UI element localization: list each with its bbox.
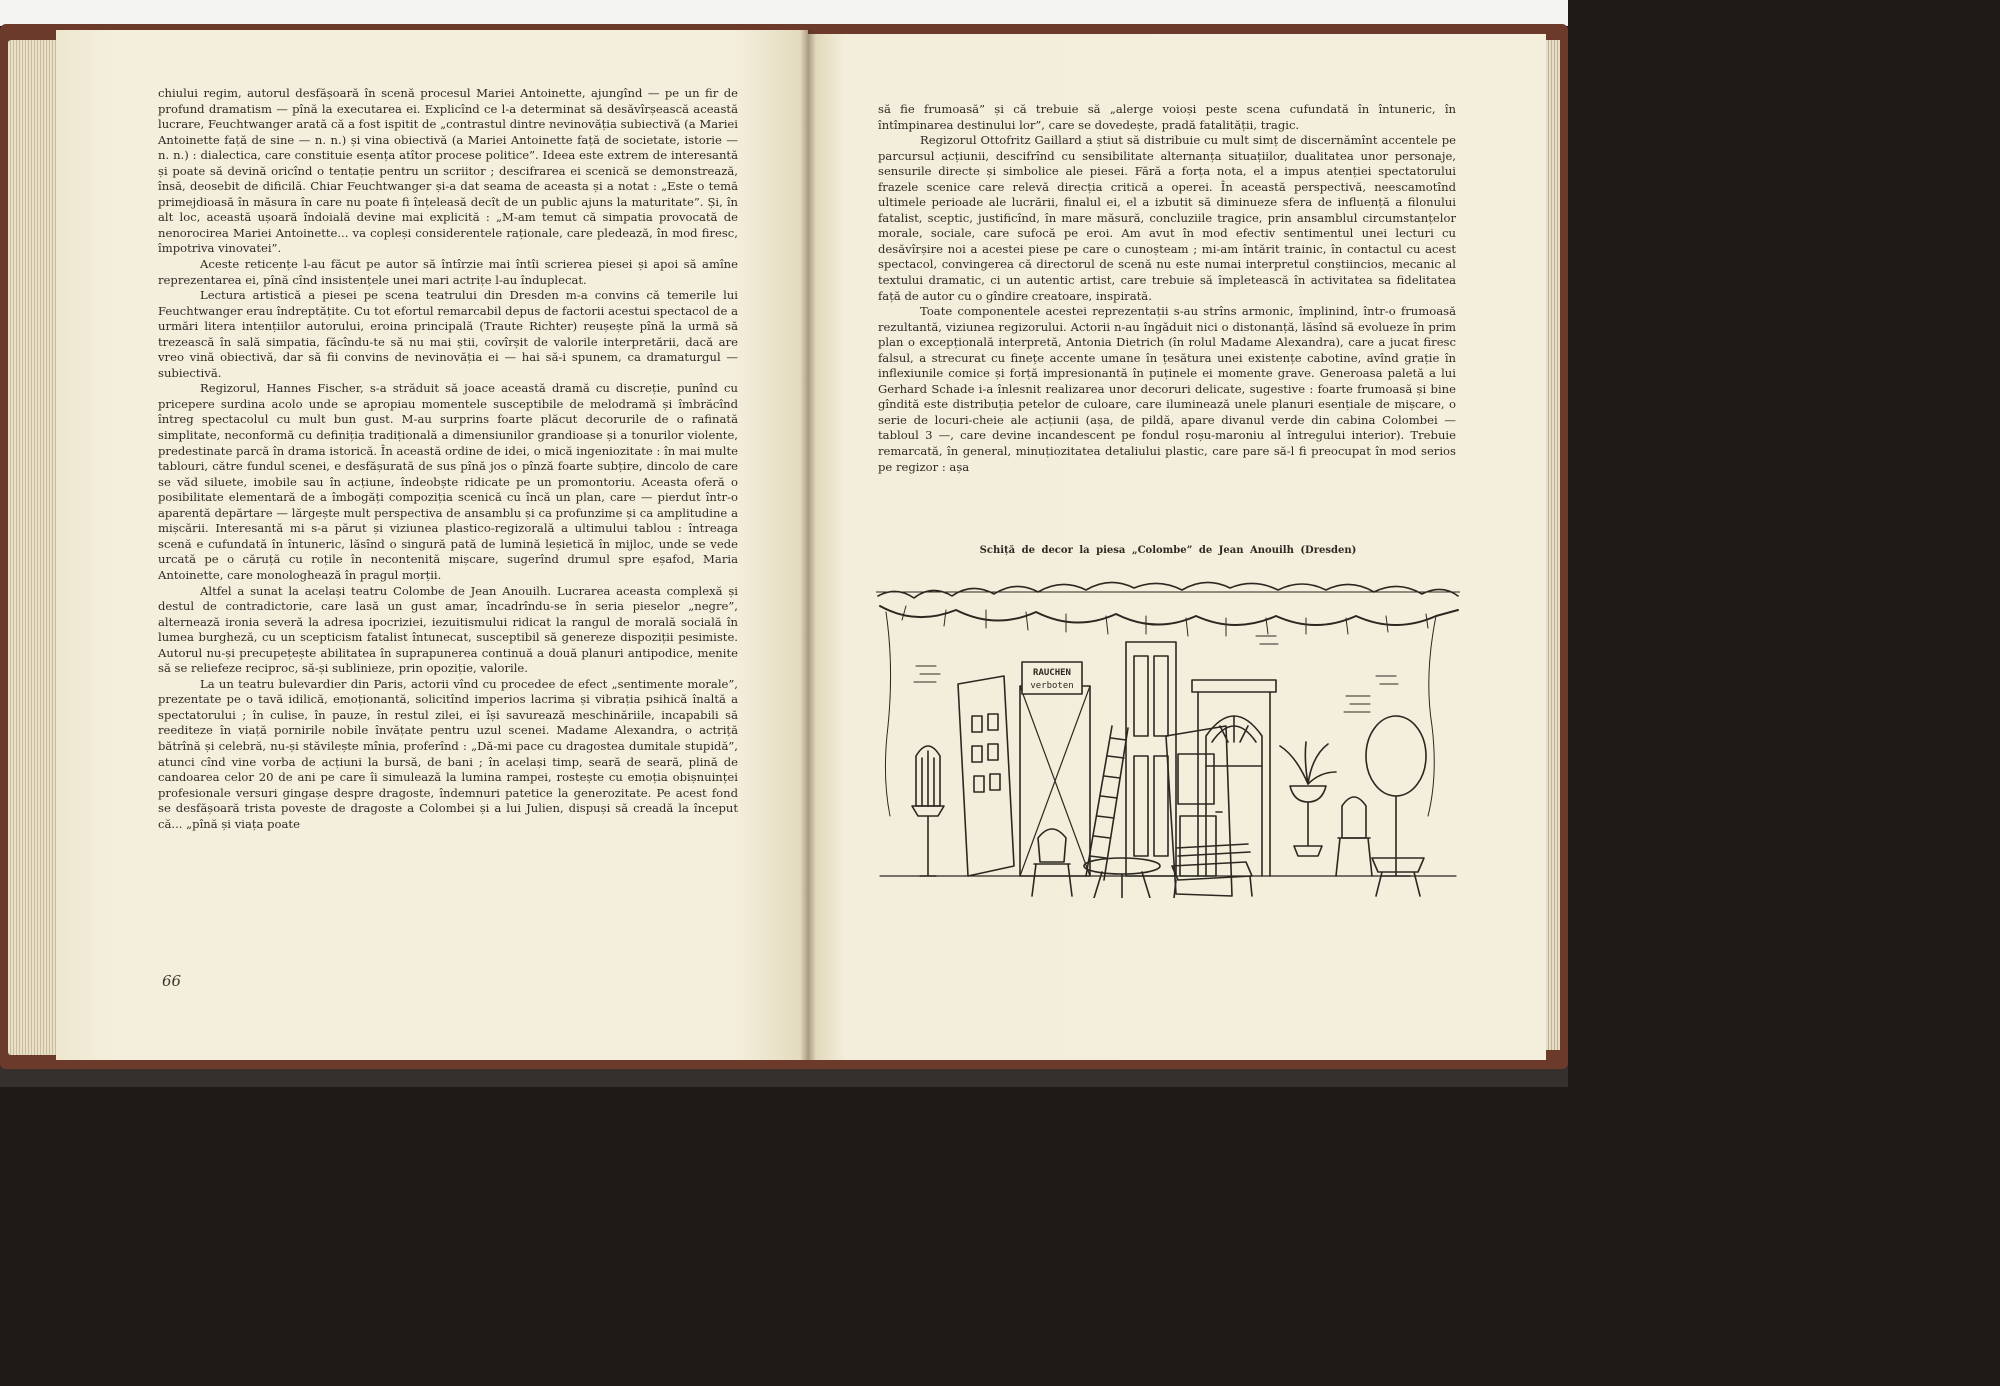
paragraph: chiului regim, autorul desfășoară în scenă procesul Mariei Antoinette, ajungînd — pe un fir de profund dramatism — pînă la executarea ei. Explicînd ce l-a determinat să desăvîrșească această lucrare, Feuchtwanger arată că a fost ispitit de „contrastul dintre nevinovăția subiectivă (a Mariei Antoinette față de sine — n. n.) și vina obiectivă (a Mariei Antoinette față de societate, istorie — n. n.) : dialectica, care constituie esența atîtor procese politice”. Ideea este extrem de interesantă și poate să devină oricînd o tentație pentru un scriitor ; descifrarea ei scenică se demonstrează, însă, deosebit de dificilă. Chiar Feuchtwanger și-a dat seama de aceasta și a notat : „Este o temă primejdioasă în măsura în care nu poate fi înțeleasă decît de un public ajuns la maturitate”. Și, în alt loc, această ușoară îndoială devine mai explicită : „M-am temut că simpatia provocată de nenorocirea Mariei Antoinette... va copleși considerentele raționale, care pledează, în mod firesc, împotriva vinovatei”.	[158, 86, 738, 256]
figure-caption: Schiță de decor la piesa „Colombe” de Jean Anouilh (Dresden)	[979, 545, 1357, 556]
left-page-text	[158, 86, 738, 832]
paragraph: Lectura artistică a piesei pe scena teatrului din Dresden m-a convins că temerile lui Feuchtwanger erau îndreptățite. Cu tot efortul remarcabil depus de factorii acestui spectacol de a urmări litera intențiilor autorului, eroina principală (Traute Richter) reușește pînă la urmă să trezească în sală simpatia, făcîndu-te să nu mai știi, covîrșit de valorile interpretării, dacă are vreo vină obiectivă, dar să fii convins de nevinovăția ei — hai să-i spunem, ca dramaturgul — subiectivă.	[158, 288, 738, 380]
chair-right	[1336, 797, 1372, 876]
paragraph: Regizorul Ottofritz Gaillard a știut să distribuie cu mult simț de discernămînt accentele pe parcursul acțiunii, descifrînd cu sensibilitate alternanța situațiilor, dualitatea unor personaje, sensurile directe și simbolice ale piesei. Fără a forța nota, el a impus atenției spectatorului frazele scenice care relevă direcția critică a operei. În această perspectivă, neescamotînd ultimele perioade ale lucrării, finalul ei, el a izbutit să diminueze sfera de influență a filonului fatalist, sceptic, justificînd, în mare măsură, concluziile tragice, prin ansamblul circumstanțelor morale, sociale, care sufocă pe eroi. Am avut în mod efectiv sentimentul unei lecturi cu desăvîrșire noi a acestei piese pe care o cunoșteam ; mi-am întărit trainic, în contactul cu acest spectacol, convingerea că directorul de scenă nu este numai interpretul conștiincios, mecanic al textului dramatic, ci un autentic artist, care trebuie să împletească în activitatea sa fidelitatea față de autor cu o gîndire creatoare, inspirată.	[878, 133, 1456, 303]
birdcage	[912, 746, 944, 876]
fountain-plant	[1280, 742, 1336, 856]
paragraph: Regizorul, Hannes Fischer, s-a străduit să joace această dramă cu discreție, punînd cu pricepere surdina acolo unde se apropiau momentele susceptibile de melodramă și îmbrăcînd întreg spectacolul cu mult bun gust. M-au surprins foarte plăcut decorurile de o rafinată simplitate, neconformă cu definiția tradițională a dimensiunilor grandioase și a tonurilor violente, predestinate parcă în drama istorică. În această ordine de idei, o mică ingeniozitate : în mai multe tablouri, către fundul scenei, e desfășurată de sus pînă jos o pînză foarte subțire, dincolo de care se văd siluete, imobile sau în acțiune, îndeobște ridicate pe un promontoriu. Aceasta oferă o posibilitate elementară de a îmbogăți compoziția scenică cu încă un plan, care — pierdut într-o aparentă depărtare — lărgește mult perspectiva de ansamblu și ca profunzime și ca amplitudine a mișcării. Interesantă mi s-a părut și viziunea plastico-regizorală a ultimului tablou : întreaga scenă e cufundată în întuneric, lăsînd o singură pată de lumină leșietică în mijloc, unde se vede urcată pe o căruță cu roțile în necontenită mișcare, sugerînd drumul spre eșafod, Maria Antoinette, care monologhează în pragul morții.	[158, 381, 738, 582]
paragraph: să fie frumoasă” și că trebuie să „alerge voioși peste scena cufundată în întuneric, în întîmpinarea destinului lor”, care se dovedește, pradă fatalității, tragic.	[878, 102, 1456, 132]
chair-left	[1032, 829, 1072, 896]
painted-flat	[958, 676, 1014, 876]
stage-set-sketch	[876, 576, 1460, 898]
book-gutter	[800, 30, 816, 1060]
scanner-top-margin	[0, 0, 1568, 26]
left-drape	[885, 612, 890, 816]
curtain-valance	[876, 582, 1460, 636]
paragraph: Toate componentele acestei reprezentații s-au strîns armonic, împlinind, într-o frumoasă rezultantă, viziunea regizorului. Actorii n-au îngăduit nici o distonanță, lăsînd să evolueze în prim plan o excepțională interpretă, Antonia Dietrich (în rolul Madame Alexandra), care a jucat firesc falsul, a strecurat cu finețe accente umane în țesătura unei existențe cabotine, avînd grație în inflexiunile comice și forță impresionantă în puținele ei momente grave. Generoasa paletă a lui Gerhard Schade i-a înlesnit realizarea unor decoruri delicate, sugestive : foarte frumoasă și bine gîndită este distribuția petelor de culoare, care iluminează unele planuri esențiale de mișcare, o serie de locuri-cheie ale acțiunii (așa, de pildă, apare divanul verde din cabina Colombei — tabloul 3 —, care devine incandescent pe fondul roșu-maroniu al întregului interior). Trebuie remarcată, în general, minuțiozitatea detaliului plastic, care pare să-l fi preocupat în mod serios pe regizor : așa	[878, 304, 1456, 474]
page-number: 66	[162, 972, 182, 990]
round-table	[1084, 858, 1160, 898]
brick-wall	[914, 636, 1398, 712]
sign-text-line2: verboten	[1030, 681, 1074, 691]
plant-stand	[1372, 858, 1424, 896]
tall-panel-door	[1126, 642, 1176, 876]
sign-text-line1: RAUCHEN	[1033, 668, 1071, 678]
right-drape	[1428, 616, 1436, 816]
round-mirror-stand	[1366, 716, 1426, 876]
ladder	[1086, 726, 1128, 880]
paragraph: Altfel a sunat la același teatru Colombe de Jean Anouilh. Lucrarea aceasta complexă și destul de contradictorie, care lasă un gust amar, încadrîndu-se în seria pieselor „negre”, alternează ironia severă la adresa ipocriziei, iezuitismului ridicat la rangul de morală socială în lumea burgheză, cu un scepticism fatalist întunecat, susceptibil să genereze dispoziții pesimiste. Autorul nu-și precupețește abilitatea în suprapunerea continuă a două planuri antipodice, menite să se reliefeze reciproc, să-și sublinieze, prin opoziție, valorile.	[158, 583, 738, 676]
backstage-door	[1020, 662, 1090, 876]
paragraph: Aceste reticențe l-au făcut pe autor să întîrzie mai întîi scrierea piesei și apoi să amîne reprezentarea ei, pînă cînd insistențele unei mari actrițe l-au înduplecat.	[158, 257, 738, 287]
right-fore-edge	[1546, 40, 1560, 1050]
right-page-text	[878, 102, 1456, 475]
paragraph: La un teatru bulevardier din Paris, actorii vînd cu procedee de efect „sentimente morale”, prezentate pe o tavă idilică, emoționantă, solicitînd imperios lacrima și vibrația psihică înaltă a spectatorului ; în culise, în pauze, în restul zilei, ei își savurează meschinăriile, incapabili să reediteze în viață pornirile nobile învățate pentru uzul scenei. Madame Alexandra, o actriță bătrînă și celebră, nu-și stăvilește mînia, proferînd : „Dă-mi pace cu dragostea dumitale stupidă”, atunci cînd vine vorba de acțiuni la bursă, de bani ; în același timp, seară de seară, plină de candoarea celor 20 de ani pe care îi simulează la lumina rampei, rostește cu emoția obișnuinței profesionale versuri gingașe despre dragoste, îndemnuri patetice la generozitate. Pe acest fond se desfășoară trista poveste de dragoste a Colombei și a lui Julien, dispuși să creadă la început că... „pînă și viața poate	[158, 676, 738, 831]
bench	[1172, 844, 1252, 898]
